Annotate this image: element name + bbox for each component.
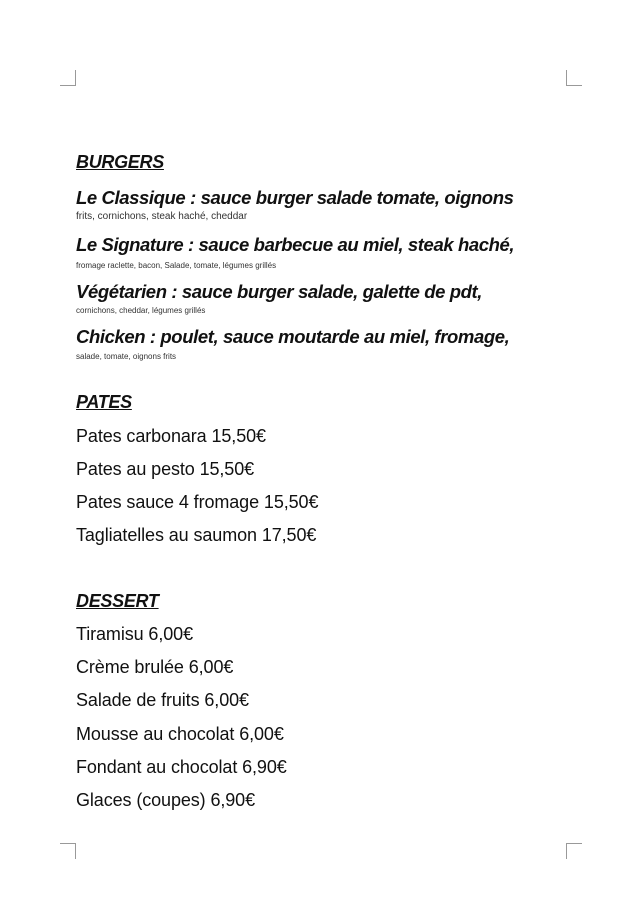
crop-mark-bottom-right	[566, 843, 582, 859]
crop-mark-bottom-left	[60, 843, 76, 859]
burger-name: Chicken : poulet, sauce moutarde au miel, fromage,	[76, 326, 510, 347]
dessert-item: Mousse au chocolat 6,00€	[76, 724, 284, 744]
burger-detail: fromage raclette, bacon, Salade, tomate, légumes grillés	[76, 261, 277, 270]
burger-name: Végétarien : sauce burger salade, galette de pdt,	[76, 281, 483, 302]
section-title-burgers: BURGERS	[76, 152, 164, 172]
burger-name: Le Signature : sauce barbecue au miel, steak haché,	[76, 234, 515, 255]
burger-detail: salade, tomate, oignons frits	[76, 352, 177, 361]
dessert-item: Fondant au chocolat 6,90€	[76, 757, 287, 777]
burger-name: Le Classique : sauce burger salade tomate, oignons	[76, 187, 514, 208]
pates-item: Pates carbonara 15,50€	[76, 426, 266, 446]
section-title-dessert: DESSERT	[76, 591, 159, 611]
dessert-item: Salade de fruits 6,00€	[76, 690, 249, 710]
crop-mark-top-left	[60, 70, 76, 86]
burger-detail: frits, cornichons, steak haché, cheddar	[76, 211, 248, 222]
dessert-item: Crème brulée 6,00€	[76, 657, 234, 677]
pates-item: Tagliatelles au saumon 17,50€	[76, 525, 317, 545]
pates-item: Pates au pesto 15,50€	[76, 459, 255, 479]
dessert-item: Glaces (coupes) 6,90€	[76, 790, 255, 810]
burger-detail: cornichons, cheddar, légumes grillés	[76, 306, 206, 315]
section-title-pates: PATES	[76, 392, 132, 412]
dessert-item: Tiramisu 6,00€	[76, 624, 193, 644]
crop-mark-top-right	[566, 70, 582, 86]
pates-item: Pates sauce 4 fromage 15,50€	[76, 492, 319, 512]
